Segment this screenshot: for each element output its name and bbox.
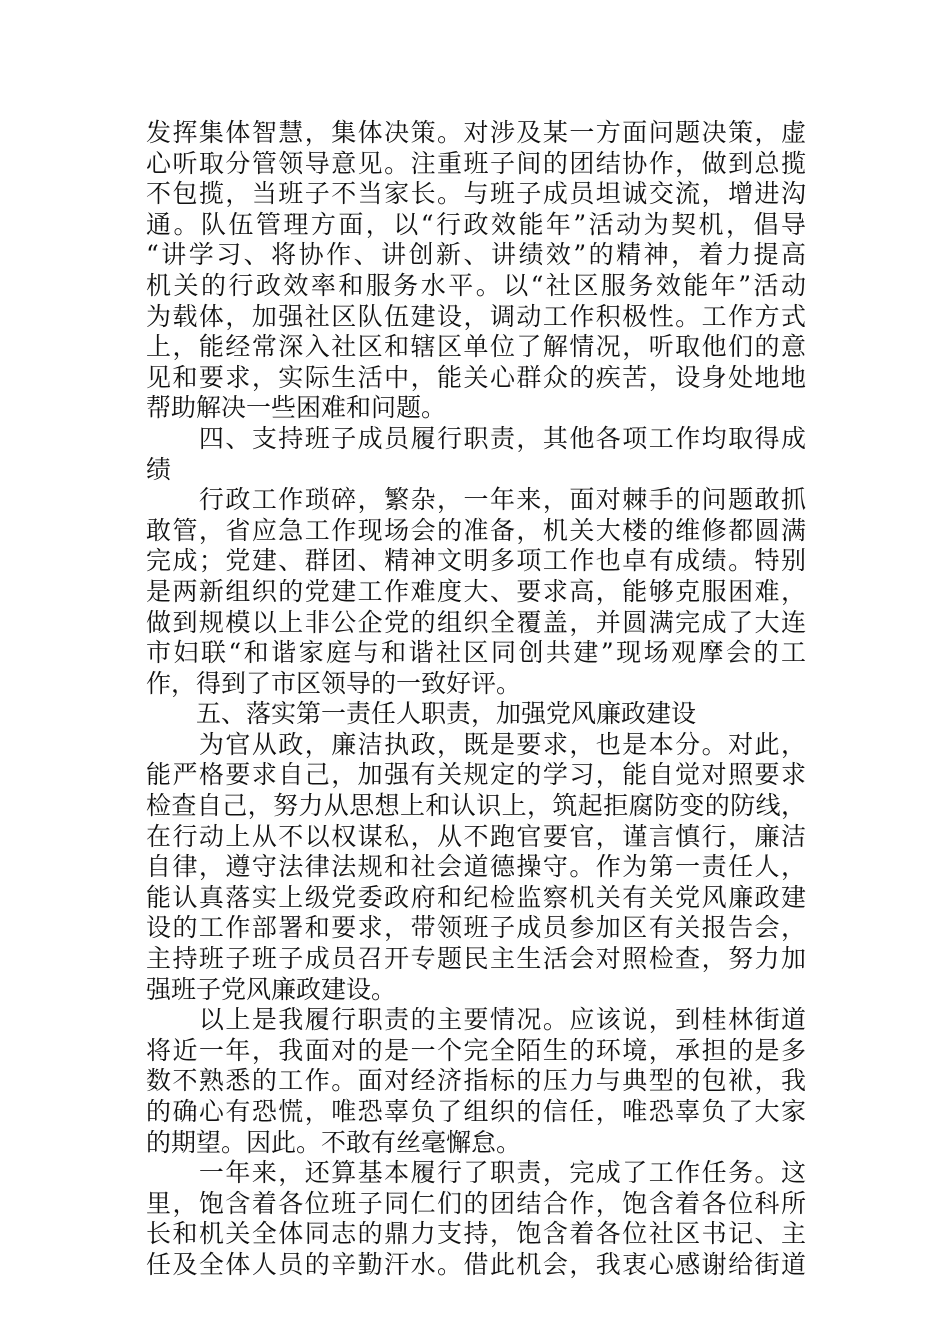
text-line: 里，饱含着各位班子同仁们的团结合作，饱含着各位科所	[146, 1188, 806, 1218]
text-line: 的期望。因此。不敢有丝毫懈怠。	[146, 1127, 522, 1157]
text-line: 四、支持班子成员履行职责，其他各项工作均取得成	[146, 423, 806, 453]
text-line: 五、落实第一责任人职责，加强党风廉政建设	[146, 699, 697, 729]
text-line: 能认真落实上级党委政府和纪检监察机关有关党风廉政建	[146, 882, 806, 912]
text-line: 在行动上从不以权谋私，从不跑官要官，谨言慎行，廉洁	[146, 821, 806, 851]
text-line: 帮助解决一些困难和问题。	[146, 393, 447, 423]
text-line: 长和机关全体同志的鼎力支持，饱含着各位社区书记、主	[146, 1219, 806, 1249]
text-line: 任及全体人员的辛勤汗水。借此机会，我衷心感谢给街道	[146, 1249, 806, 1279]
text-line: 不包揽，当班子不当家长。与班子成员坦诚交流，增进沟	[146, 179, 806, 209]
text-line: 一年来，还算基本履行了职责，完成了工作任务。这	[146, 1158, 806, 1188]
text-line: 自律，遵守法律法规和社会道德操守。作为第一责任人，	[146, 852, 806, 882]
text-line: 行政工作琐碎，繁杂，一年来，面对棘手的问题敢抓	[146, 485, 806, 515]
text-line: 见和要求，实际生活中，能关心群众的疾苦，设身处地地	[146, 362, 806, 392]
text-line: 发挥集体智慧，集体决策。对涉及某一方面问题决策，虚	[146, 118, 806, 147]
text-line: 能严格要求自己，加强有关规定的学习，能自觉对照要求	[146, 760, 806, 790]
text-line: 设的工作部署和要求，带领班子成员参加区有关报告会，	[146, 913, 806, 943]
text-line: 强班子党风廉政建设。	[146, 974, 397, 1004]
text-line: 通。队伍管理方面，以“行政效能年”活动为契机，倡导	[146, 209, 806, 239]
text-line: 市妇联“和谐家庭与和谐社区同创共建”现场观摩会的工	[146, 638, 806, 668]
text-line: 绩	[146, 454, 172, 484]
text-line: 检查自己，努力从思想上和认识上，筑起拒腐防变的防线，	[146, 791, 806, 821]
text-line: 以上是我履行职责的主要情况。应该说，到桂林街道	[146, 1005, 806, 1035]
text-line: 作，得到了市区领导的一致好评。	[146, 668, 522, 698]
text-line: 做到规模以上非公企党的组织全覆盖，并圆满完成了大连	[146, 607, 806, 637]
text-line: 的确心有恐慌，唯恐辜负了组织的信任，唯恐辜负了大家	[146, 1097, 806, 1126]
text-line: 上，能经常深入社区和辖区单位了解情况，听取他们的意	[146, 332, 806, 362]
text-line: 机关的行政效率和服务水平。以“社区服务效能年”活动	[146, 270, 806, 300]
text-line: 为载体，加强社区队伍建设，调动工作积极性。工作方式	[146, 301, 806, 331]
text-line: 完成；党建、群团、精神文明多项工作也卓有成绩。特别	[146, 546, 806, 576]
document-body	[146, 118, 806, 1281]
text-line: 主持班子班子成员召开专题民主生活会对照检查，努力加	[146, 944, 806, 974]
text-line: 为官从政，廉洁执政，既是要求，也是本分。对此，	[146, 729, 806, 759]
text-line: 数不熟悉的工作。面对经济指标的压力与典型的包袱，我	[146, 1066, 806, 1096]
text-line: 心听取分管领导意见。注重班子间的团结协作，做到总揽	[146, 148, 806, 178]
text-line: 是两新组织的党建工作难度大、要求高，能够克服困难，	[146, 576, 806, 606]
text-line: 敢管，省应急工作现场会的准备，机关大楼的维修都圆满	[146, 515, 806, 545]
text-line: 将近一年，我面对的是一个完全陌生的环境，承担的是多	[146, 1035, 806, 1065]
text-line: “讲学习、将协作、讲创新、讲绩效”的精神，着力提高	[146, 240, 806, 270]
